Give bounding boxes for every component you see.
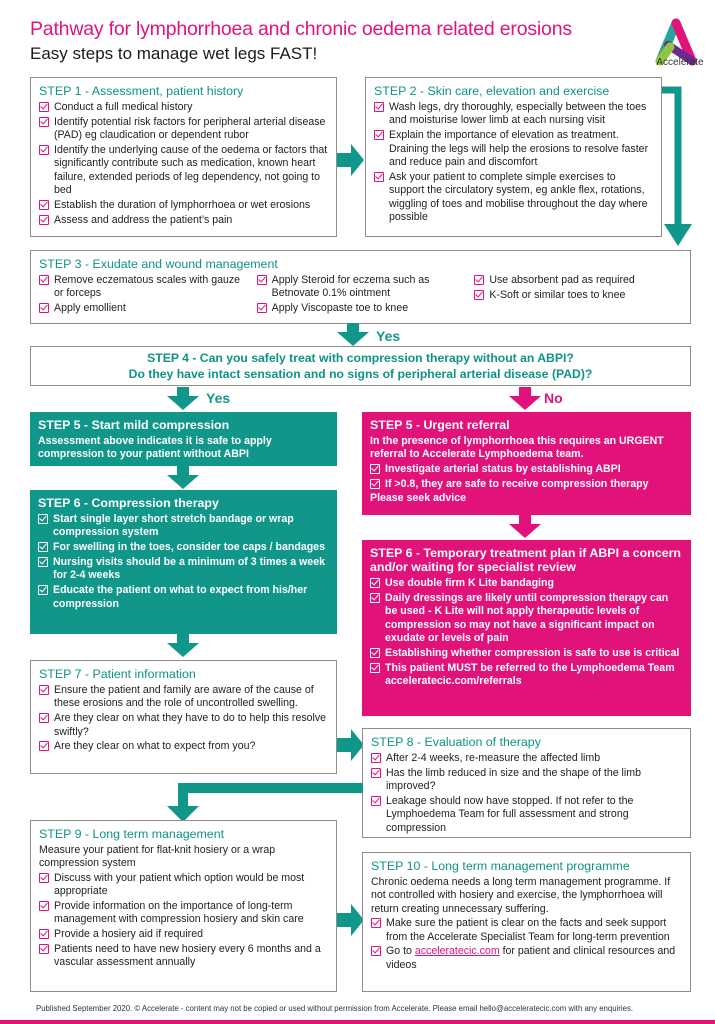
acceleratecic-link[interactable]: acceleratecic.com xyxy=(414,945,500,958)
arrow-down-icon xyxy=(166,387,200,411)
arrow-down-icon xyxy=(336,323,370,347)
checkbox-icon xyxy=(371,768,381,778)
checkbox-icon xyxy=(257,275,267,285)
list-item: Are they clear on what to expect from you? xyxy=(39,740,328,753)
checkbox-icon xyxy=(39,102,49,112)
step5-urgent-text: In the presence of lymphorrhoea this requires an URGENT referral to Accelerate Lymphoedema team. xyxy=(370,435,664,461)
list-item: Ensure the patient and family are aware of the cause of these erosions and the role of uncontrolled swelling. xyxy=(39,684,328,711)
list-item: Start single layer short stretch bandage or wrap compression system xyxy=(38,513,329,540)
list-item: K-Soft or similar toes to knee xyxy=(474,289,682,302)
list-item: Investigate arterial status by establishing ABPI xyxy=(370,463,683,476)
checkbox-icon xyxy=(474,290,484,300)
checkbox-icon xyxy=(371,918,381,928)
list-item: Nursing visits should be a minimum of 3 times a week for 2-4 weeks xyxy=(38,556,329,583)
no-label: No xyxy=(544,390,563,406)
list-item: Patients need to have new hosiery every 6 months and a vascular assessment annually xyxy=(39,943,328,970)
page-title: Pathway for lymphorrhoea and chronic oedema related erosions xyxy=(30,18,572,40)
list-item: Has the limb reduced in size and the shape of the limb improved? xyxy=(371,767,682,794)
checkbox-icon xyxy=(370,663,380,673)
step9-box xyxy=(30,820,337,992)
list-item: Provide a hosiery aid if required xyxy=(39,928,328,941)
checkbox-icon xyxy=(38,585,48,595)
checkbox-icon xyxy=(374,102,384,112)
list-item: Identify potential risk factors for peripheral arterial disease (PAD) eg claudication or dependent rubor xyxy=(39,116,328,143)
checkbox-icon xyxy=(374,130,384,140)
list-item: Explain the importance of elevation as treatment. Draining the legs will help the erosions to resolve faster and reduce pain and discomfort xyxy=(374,129,653,169)
checkbox-icon xyxy=(257,303,267,313)
step5-mild-box xyxy=(30,412,337,466)
step5-mild-heading: STEP 5 - Start mild compression xyxy=(38,418,230,432)
list-item: This patient MUST be referred to the Lymphoedema Team acceleratecic.com/referrals xyxy=(370,662,683,689)
checkbox-icon xyxy=(39,713,49,723)
list-item: Educate the patient on what to expect from his/her compression xyxy=(38,584,329,611)
checkbox-icon xyxy=(38,557,48,567)
logo-text: Accelerate xyxy=(656,57,704,68)
step5-urgent-box xyxy=(362,412,691,515)
step5-urgent-advice: Please seek advice xyxy=(370,492,467,505)
step4-box xyxy=(30,346,691,386)
list-item: Leakage should now have stopped. If not refer to the Lymphoedema Team for full assessment and strong compression xyxy=(371,795,682,835)
checkbox-icon xyxy=(39,873,49,883)
checkbox-icon xyxy=(39,303,49,313)
checkbox-icon xyxy=(38,542,48,552)
step1-box xyxy=(30,77,337,237)
step6-temporary-heading: STEP 6 - Temporary treatment plan if ABPI a concern and/or waiting for specialist review xyxy=(370,546,681,574)
page-subtitle: Easy steps to manage wet legs FAST! xyxy=(30,44,318,63)
checkbox-icon xyxy=(39,741,49,751)
step5-urgent-heading: STEP 5 - Urgent referral xyxy=(370,418,510,432)
checkbox-icon xyxy=(39,215,49,225)
arrow-down-icon xyxy=(508,515,542,539)
list-item: For swelling in the toes, consider toe caps / bandages xyxy=(38,541,329,554)
list-item: Ask your patient to complete simple exercises to support the circulatory system, eg ankle flex, rotations, wiggling of toes and mobilise throughout the day where possible xyxy=(374,171,653,225)
yes-label: Yes xyxy=(206,390,231,406)
arrow-right-icon xyxy=(337,142,365,178)
step6-compression-box xyxy=(30,490,337,634)
checkbox-icon xyxy=(39,929,49,939)
checkbox-icon xyxy=(370,593,380,603)
checkbox-icon xyxy=(39,200,49,210)
step4-line2: Do they have intact sensation and no signs of peripheral arterial disease (PAD)? xyxy=(128,367,593,381)
arrow-right-icon xyxy=(337,727,365,763)
checkbox-icon xyxy=(370,648,380,658)
list-item: Remove eczematous scales with gauze or forceps xyxy=(39,274,247,301)
arrow-right-icon xyxy=(337,902,365,938)
checkbox-icon xyxy=(39,145,49,155)
footer-text: Published September 2020. © Accelerate - content may not be copied or used without permission from Accelerate. Please email hello@acceleratecic.com with any enquiries. xyxy=(36,1004,634,1013)
step9-text: Measure your patient for flat-knit hosiery or a wrap compression system xyxy=(39,844,276,870)
step3-box xyxy=(30,250,691,324)
step3-heading: STEP 3 - Exudate and wound management xyxy=(39,257,278,271)
list-item: Identify the underlying cause of the oedema or factors that significantly contribute such as medication, known heart failure, extended periods of leg dependency, not going to bed xyxy=(39,144,328,198)
list-item: Make sure the patient is clear on the facts and seek support from the Accelerate Specialist Team for long-term prevention xyxy=(371,917,682,944)
list-item: Are they clear on what they have to do to help this resolve swiftly? xyxy=(39,712,328,739)
checkbox-icon xyxy=(371,946,381,956)
checkbox-icon xyxy=(371,753,381,763)
step7-box xyxy=(30,660,337,774)
step1-heading: STEP 1 - Assessment, patient history xyxy=(39,84,244,98)
list-item: Conduct a full medical history xyxy=(39,101,328,114)
step5-mild-text: Assessment above indicates it is safe to apply compression to your patient without ABPI xyxy=(38,435,272,461)
list-item: Provide information on the importance of long-term management with compression hosiery and skin care xyxy=(39,900,328,927)
list-item: Apply emollient xyxy=(39,302,247,315)
list-item: Establish the duration of lymphorrhoea or wet erosions xyxy=(39,199,328,212)
step6-compression-heading: STEP 6 - Compression therapy xyxy=(38,496,219,510)
checkbox-icon xyxy=(39,901,49,911)
list-item: Apply Viscopaste toe to knee xyxy=(257,302,465,315)
arrow-down-icon xyxy=(652,86,700,248)
step2-heading: STEP 2 - Skin care, elevation and exercise xyxy=(374,84,610,98)
checkbox-icon xyxy=(39,117,49,127)
checkbox-icon xyxy=(370,578,380,588)
step2-box xyxy=(365,77,662,237)
list-item: Wash legs, dry thoroughly, especially between the toes and moisturise lower limb at each nursing visit xyxy=(374,101,653,128)
step7-heading: STEP 7 - Patient information xyxy=(39,667,196,681)
list-item: After 2-4 weeks, re-measure the affected limb xyxy=(371,752,682,765)
step6-temporary-box xyxy=(362,540,691,716)
footer-divider xyxy=(0,1020,715,1024)
list-item: Go to acceleratecic.com for patient and clinical resources and videos xyxy=(371,945,682,972)
step8-box xyxy=(362,728,691,838)
list-item: Use double firm K Lite bandaging xyxy=(370,577,683,590)
checkbox-icon xyxy=(371,796,381,806)
arrow-left-down-icon xyxy=(165,782,365,824)
yes-label: Yes xyxy=(376,328,401,344)
checkbox-icon xyxy=(39,685,49,695)
arrow-down-icon xyxy=(166,466,200,490)
checkbox-icon xyxy=(39,944,49,954)
checkbox-icon xyxy=(374,172,384,182)
checkbox-icon xyxy=(38,514,48,524)
step10-box xyxy=(362,852,691,992)
step9-heading: STEP 9 - Long term management xyxy=(39,827,225,841)
list-item: Discuss with your patient which option would be most appropriate xyxy=(39,872,328,899)
arrow-down-icon xyxy=(166,634,200,658)
step10-text: Chronic oedema needs a long term management programme. If not controlled with hosiery and exercise, the lymphorrhoea will return creating unnecessary suffering. xyxy=(371,876,671,915)
list-item: Assess and address the patient’s pain xyxy=(39,214,328,227)
list-item: Establishing whether compression is safe to use is critical xyxy=(370,647,683,660)
checkbox-icon xyxy=(39,275,49,285)
list-item: Daily dressings are likely until compression therapy can be used - K Lite will not apply therapeutic levels of compression so may not have a significant impact on exudate or levels of pain xyxy=(370,592,683,646)
checkbox-icon xyxy=(474,275,484,285)
list-item: Apply Steroid for eczema such as Betnovate 0.1% ointment xyxy=(257,274,465,301)
step10-heading: STEP 10 - Long term management programme xyxy=(371,859,630,873)
checkbox-icon xyxy=(370,479,380,489)
step4-line1: STEP 4 - Can you safely treat with compression therapy without an ABPI? xyxy=(147,351,574,365)
arrow-down-icon xyxy=(508,387,542,411)
step8-heading: STEP 8 - Evaluation of therapy xyxy=(371,735,541,749)
list-item: If >0.8, they are safe to receive compression therapy xyxy=(370,478,683,491)
list-item: Use absorbent pad as required xyxy=(474,274,682,287)
checkbox-icon xyxy=(370,464,380,474)
